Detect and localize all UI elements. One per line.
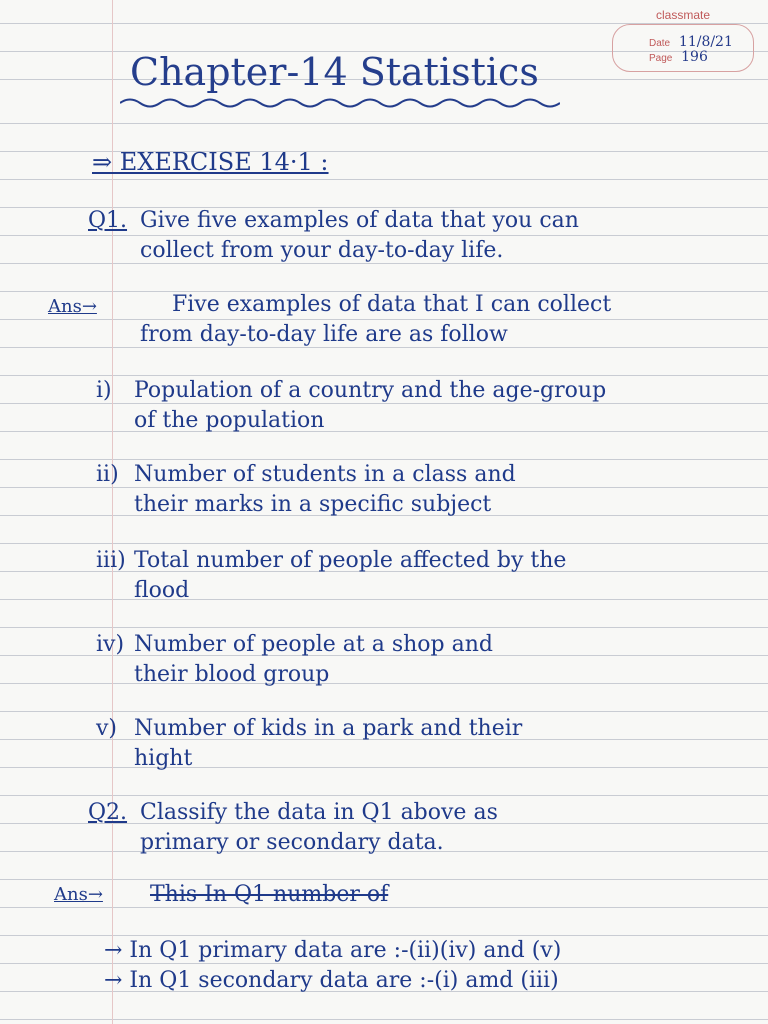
item-2-num: ii) [96, 462, 119, 487]
item-5-line-2: hight [134, 746, 193, 771]
ans2-struck-text: This In Q1 number of [150, 882, 389, 907]
q2-line-2: primary or secondary data. [140, 830, 444, 855]
ans1-line-2: from day-to-day life are as follow [140, 322, 508, 347]
item-3-line-1: Total number of people affected by the [134, 548, 567, 573]
ans2-line-1: → In Q1 primary data are :-(ii)(iv) and (v) [104, 938, 562, 963]
item-4-line-2: their blood group [134, 662, 330, 687]
chapter-title: Chapter-14 Statistics [130, 50, 539, 94]
item-2-line-1: Number of students in a class and [134, 462, 516, 487]
item-1-num: i) [96, 378, 112, 403]
page-row [649, 49, 708, 65]
brand-logo: classmate [656, 8, 711, 22]
ans2-line-2: → In Q1 secondary data are :-(i) amd (iii) [104, 968, 559, 993]
item-5-num: v) [96, 716, 118, 741]
page-value: 196 [681, 49, 708, 65]
date-page-box [612, 24, 754, 72]
q2-label: Q2. [88, 800, 128, 825]
date-label: Date [649, 38, 671, 49]
item-4-num: iv) [96, 632, 125, 657]
item-1-line-1: Population of a country and the age-group [134, 378, 607, 403]
item-1-line-2: of the population [134, 408, 325, 433]
q1-line-1: Give five examples of data that you can [140, 208, 579, 233]
item-3-num: iii) [96, 548, 126, 573]
ans2-label: Ans→ [54, 884, 103, 905]
ans1-line-1: Five examples of data that I can collect [172, 292, 612, 317]
item-4-line-1: Number of people at a shop and [134, 632, 493, 657]
q2-line-1: Classify the data in Q1 above as [140, 800, 498, 825]
ans1-label: Ans→ [48, 296, 97, 317]
date-row [649, 34, 733, 50]
page-label: Page [649, 53, 673, 64]
q1-line-2: collect from your day-to-day life. [140, 238, 504, 263]
q1-label: Q1. [88, 208, 128, 233]
exercise-heading: ⇒ EXERCISE 14·1 : [92, 148, 329, 176]
title-squiggle-underline [120, 96, 560, 110]
item-3-line-2: flood [134, 578, 190, 603]
item-5-line-1: Number of kids in a park and their [134, 716, 523, 741]
item-2-line-2: their marks in a specific subject [134, 492, 492, 517]
date-value: 11/8/21 [678, 34, 733, 50]
